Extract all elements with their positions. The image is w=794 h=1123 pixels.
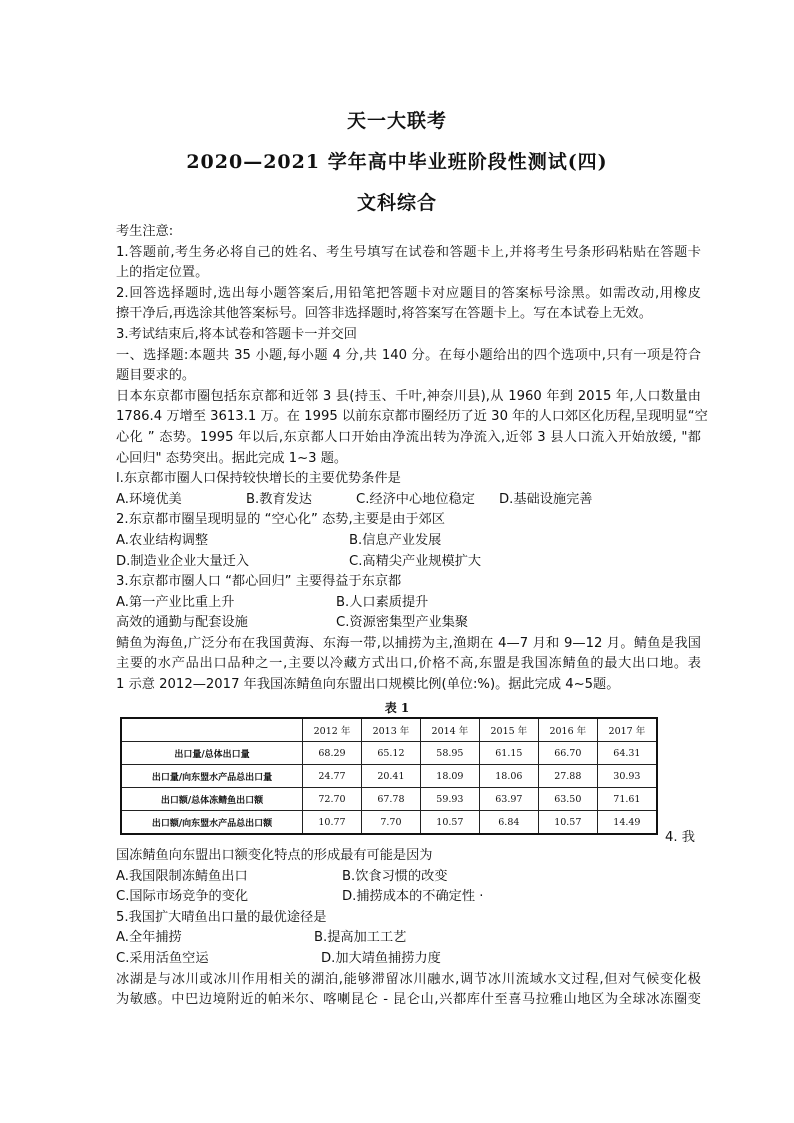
notice-item-3: 3.考试结束后,将本试卷和答题卡一并交回 (116, 326, 357, 342)
year-header: 2016 年 (538, 718, 597, 742)
passage1-line2: 1786.4 万增至 3613.1 万。在 1995 以前东京都市圈经历了近 30 年的人口郊区化历程,呈现明显“空 (116, 409, 708, 425)
question-1-stem: l.东京都市圈人口保持较快增长的主要优势条件是 (116, 471, 401, 487)
table-header-row (121, 718, 657, 742)
notice-item-2a: 2.回答选择题时,选出每小题答案后,用铅笔把答题卡对应题目的答案标号涂黑。如需改动,用橡皮 (116, 285, 701, 301)
table-cell: 27.88 (538, 765, 597, 788)
question-4-number: 4. 我 (665, 830, 695, 845)
table-cell: 7.70 (361, 811, 420, 835)
q5-option-d: D.加大靖鱼捕捞力度 (321, 950, 441, 966)
table-cell: 65.12 (361, 742, 420, 765)
question-2-stem: 2.东京都市圈呈现明显的 “空心化” 态势,主要是由于郊区 (116, 512, 445, 528)
table-cell: 67.78 (361, 788, 420, 811)
question-4-options-row2 (116, 887, 701, 908)
q2-option-b: B.信息产业发展 (349, 532, 442, 548)
row-label: 出口额/向东盟水产品总出口额 (121, 811, 303, 835)
table-row (121, 765, 657, 788)
passage2-line1: 鲭鱼为海鱼,广泛分布在我国黄海、东海一带,以捕捞为主,渔期在 4—7 月和 9—12 月。鲭鱼是我国 (116, 635, 701, 651)
q1-option-d: D.基础设施完善 (499, 491, 593, 507)
table-cell: 68.29 (303, 742, 362, 765)
year-header: 2014 年 (420, 718, 479, 742)
q3-option-a: A.第一产业比重上升 (116, 594, 235, 610)
question-5-stem: 5.我国扩大晴鱼出口量的最优途径是 (116, 909, 327, 925)
year-header: 2015 年 (479, 718, 538, 742)
question-2-options-row1 (116, 531, 701, 552)
table-cell: 58.95 (420, 742, 479, 765)
question-5-options-row2 (116, 949, 701, 970)
q1-option-a: A.环境优美 (116, 491, 182, 507)
table-cell: 6.84 (479, 811, 538, 835)
table-cell: 18.09 (420, 765, 479, 788)
table-cell: 63.50 (538, 788, 597, 811)
q3-option-b: B.人口素质提升 (336, 594, 429, 610)
table-cell: 66.70 (538, 742, 597, 765)
passage1-line4: 心回归" 态势突出。据此完成 1~3 题。 (116, 450, 348, 466)
q4-option-c: C.国际市场竞争的变化 (116, 889, 249, 905)
table-cell: 61.15 (479, 742, 538, 765)
notice-item-1a: 1.答题前,考生务必将自己的姓名、考生号填写在试卷和答题卡上,并将考生号条形码粘贴在答题卡 (116, 244, 701, 260)
table-cell: 59.93 (420, 788, 479, 811)
q2-option-c: C.高精尖产业规模扩大 (349, 553, 482, 569)
export-ratio-table (120, 717, 658, 835)
question-3-stem: 3.东京都市圈人口 “都心回归” 主要得益于东京都 (116, 574, 402, 590)
passage3-line2: 为敏感。中巴边境附近的帕米尔、喀喇昆仑 - 昆仑山,兴都库什至喜马拉雅山地区为全球冰冻圈变 (116, 992, 701, 1008)
year-header: 2012 年 (303, 718, 362, 742)
table-cell: 71.61 (597, 788, 657, 811)
table-cell: 18.06 (479, 765, 538, 788)
table-row (121, 742, 657, 765)
section-heading-line2: 题目要求的。 (116, 368, 196, 384)
year-header: 2017 年 (597, 718, 657, 742)
questions-4-5-section (116, 846, 701, 1011)
table-cell: 10.77 (303, 811, 362, 835)
q5-option-b: B.提高加工工艺 (314, 930, 407, 946)
q4-option-a: A.我国限制冻鲭鱼出口 (116, 868, 248, 884)
table-cell: 63.97 (479, 788, 538, 811)
q1-option-c: C.经济中心地位稳定 (356, 491, 475, 507)
table-cell: 10.57 (420, 811, 479, 835)
table-cell: 30.93 (597, 765, 657, 788)
q4-option-d: D.捕捞成本的不确定性 · (342, 889, 484, 905)
q3-option-d: C.资源密集型产业集聚 (336, 615, 469, 631)
row-label: 出口量/总体出口量 (121, 742, 303, 765)
section-heading-line1: 一、选择题:本题共 35 小题,每小题 4 分,共 140 分。在每小题给出的四个选项中,只有一项是符合 (116, 347, 701, 363)
passage3-line1: 冰湖是与冰川或冰川作用相关的湖泊,能够滞留冰川融水,调节冰川流域水文过程,但对气候变化极 (116, 971, 701, 987)
passage1-line3: 心化 ” 态势。1995 年以后,东京都人口开始由净流出转为净流入,近邻 3 县人口流入开始放缓, "都 (116, 429, 701, 445)
q4-option-b: B.饮食习惯的改变 (342, 868, 448, 884)
exam-org-title: 天一大联考 (346, 110, 447, 132)
q2-option-d: D.制造业企业大量迁入 (116, 553, 250, 569)
q2-option-a: A.农业结构调整 (116, 532, 209, 548)
table-caption: 表 1 (384, 701, 410, 715)
row-label: 出口量/向东盟水产品总出口量 (121, 765, 303, 788)
table-cell: 20.41 (361, 765, 420, 788)
question-2-options-row2 (116, 552, 701, 573)
q1-option-b: B.教育发达 (246, 491, 312, 507)
passage2-line3: 1 示意 2012—2017 年我国冻鲭鱼向东盟出口规模比例(单位:%)。据此完成 4~5题。 (116, 677, 620, 693)
notice-section (116, 222, 708, 696)
table-row (121, 788, 657, 811)
question-4-options-row1 (116, 867, 701, 888)
passage2-line2: 主要的水产品出口品种之一,主要以冷藏方式出口,价格不高,东盟是我国冻鲭鱼的最大出口地。表 (116, 656, 701, 672)
notice-title: 考生注意: (116, 224, 174, 239)
row-label: 出口额/总体冻鲭鱼出口额 (121, 788, 303, 811)
q5-option-c: C.采用活鱼空运 (116, 950, 209, 966)
table-corner-cell (121, 718, 303, 742)
table-cell: 10.57 (538, 811, 597, 835)
table-cell: 24.77 (303, 765, 362, 788)
table-cell: 64.31 (597, 742, 657, 765)
year-header: 2013 年 (361, 718, 420, 742)
question-3-options-row1 (116, 593, 701, 614)
question-4-stem: 国冻鲭鱼向东盟出口额变化特点的形成最有可能是因为 (116, 848, 433, 863)
question-3-options-row2 (116, 613, 701, 634)
passage1-line1: 日本东京都市圈包括东京都和近邻 3 县(持玉、千叶,神奈川县),从 1960 年到 2015 年,人口数量由 (116, 388, 701, 404)
table-row (121, 811, 657, 835)
table-cell: 72.70 (303, 788, 362, 811)
exam-name-title: 2020—2021 学年高中毕业班阶段性测试(四) (186, 151, 608, 173)
exam-subject-title: 文科综合 (356, 192, 437, 214)
notice-item-1b: 上的指定位置。 (116, 265, 209, 281)
question-1-options (116, 490, 701, 511)
q3-option-c: 高效的通勤与配套设施 (116, 615, 248, 631)
notice-item-2b: 擦干净后,再选涂其他答案标号。回答非选择题时,将答案写在答题卡上。写在本试卷上无效。 (116, 306, 652, 322)
table-cell: 14.49 (597, 811, 657, 835)
question-5-options-row1 (116, 928, 701, 949)
q5-option-a: A.全年捕捞 (116, 930, 182, 946)
